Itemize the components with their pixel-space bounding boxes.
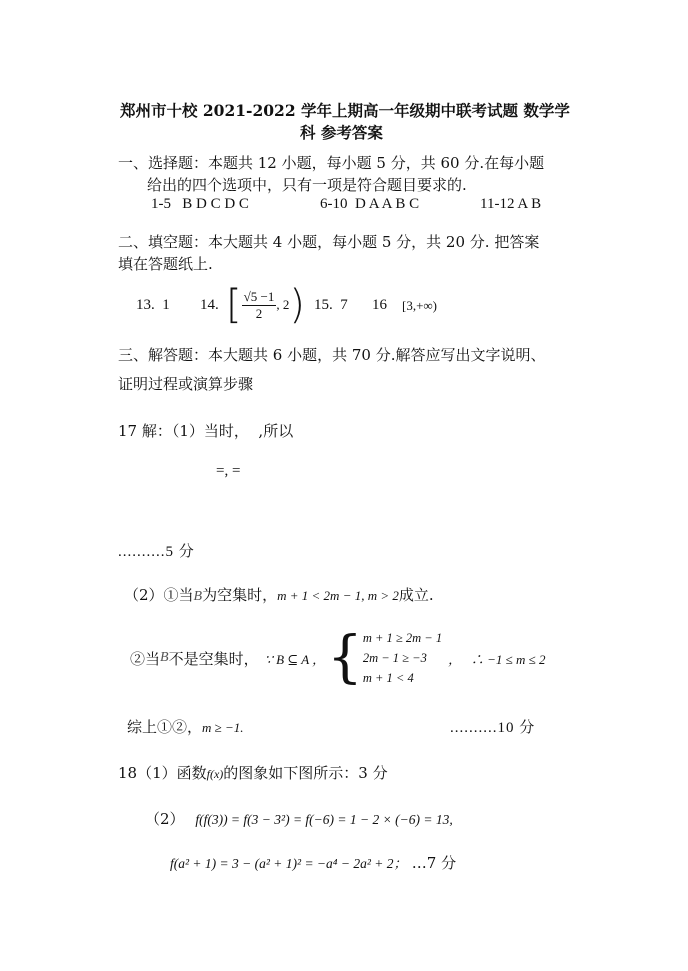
- q18-part3-score: …7 分: [411, 854, 457, 872]
- section3-line-1: 三、解答题：本大题共 6 小题，共 70 分.解答应写出文字说明、: [118, 346, 546, 364]
- section2-line-2: 填在答题纸上.: [118, 255, 213, 273]
- section1-line-1: 一、选择题：本题共 12 小题，每小题 5 分，共 60 分.在每小题: [118, 154, 545, 172]
- inequality-system: [363, 628, 442, 688]
- answers-11-12: 11-12 A B: [480, 196, 542, 212]
- answer-14-interval: [226, 282, 305, 328]
- system-left-brace-icon: {: [327, 625, 363, 690]
- answer-14-fraction: [242, 289, 277, 322]
- section3-line-2: 证明过程或演算步骤: [118, 375, 254, 393]
- q17-part2-line-a: [124, 584, 434, 605]
- title-line-2: 科 参考答案: [300, 123, 383, 142]
- section2-line-1: 二、填空题：本大题共 4 小题，每小题 5 分，共 20 分. 把答案: [118, 233, 540, 251]
- part2b-prefix: ②当: [130, 649, 161, 668]
- section1-line-2: 给出的四个选项中，只有一项是符合题目要求的.: [147, 176, 467, 194]
- part2a-math: m + 1 < 2m − 1, m > 2: [277, 588, 399, 603]
- part2b-middle: 不是空集时，: [168, 649, 259, 668]
- q18-prefix: 18（1）函数: [118, 764, 207, 782]
- q17-score-2: ..........10 分: [450, 720, 536, 736]
- part2a-middle: 为空集时，: [202, 586, 278, 604]
- summary-prefix: 综上①②，: [127, 718, 203, 736]
- q17-heading: 17 解：（1）当时， ,所以: [118, 422, 294, 440]
- answers-1-5: 1-5 B D C D C: [151, 196, 249, 212]
- q18-suffix: 的图象如下图所示：3 分: [223, 764, 388, 782]
- left-bracket-icon: [: [226, 282, 242, 328]
- q18-part2: [145, 808, 453, 829]
- fraction-numerator: √5 −1: [243, 288, 275, 304]
- part2a-prefix: （2）①当: [124, 586, 194, 604]
- q17-equation: =, =: [216, 463, 241, 479]
- part2b-result: ， ∴ −1 ≤ m ≤ 2: [448, 651, 546, 667]
- answers-6-10: 6-10 D A A B C: [320, 196, 420, 212]
- answer-14-tail: , 2: [276, 297, 290, 312]
- q17-score-1: ..........5 分: [118, 544, 195, 560]
- q17-part2-line-b: [130, 626, 546, 690]
- q17-summary: [127, 716, 244, 737]
- answer-16-label: 16: [372, 297, 387, 313]
- fraction-denominator: 2: [255, 305, 263, 321]
- title-line-1: 郑州市十校 2021-2022 学年上期高一年级期中联考试题 数学学: [120, 101, 570, 120]
- system-row-3: m + 1 < 4: [362, 671, 414, 685]
- q18-part3-math: f(a² + 1) = 3 − (a² + 1)² = −a⁴ − 2a² + 2；: [170, 856, 407, 871]
- q18-function: f(x): [206, 767, 224, 781]
- system-row-2: 2m − 1 ≥ −3: [362, 651, 427, 665]
- answer-16-value: [3,+∞): [402, 298, 438, 313]
- answer-13: 13. 1: [136, 297, 170, 313]
- set-b-symbol: B: [193, 589, 203, 604]
- part2a-suffix: 成立.: [398, 586, 434, 604]
- system-row-1: m + 1 ≥ 2m − 1: [362, 631, 443, 645]
- q18-part2-label: （2）: [145, 810, 185, 828]
- answer-14-label: 14.: [200, 297, 219, 313]
- q18-line-1: [118, 762, 388, 783]
- answer-15: 15. 7: [314, 297, 348, 313]
- right-paren-icon: ): [289, 282, 305, 328]
- set-b-symbol-2: B: [160, 650, 169, 665]
- q18-part2-math: f(f(3)) = f(3 − 3²) = f(−6) = 1 − 2 × (−6) = 13,: [195, 812, 453, 827]
- summary-math: m ≥ −1.: [202, 720, 244, 735]
- subset-condition: ∵ B ⊆ A ，: [264, 651, 326, 667]
- q18-part3: [170, 852, 456, 873]
